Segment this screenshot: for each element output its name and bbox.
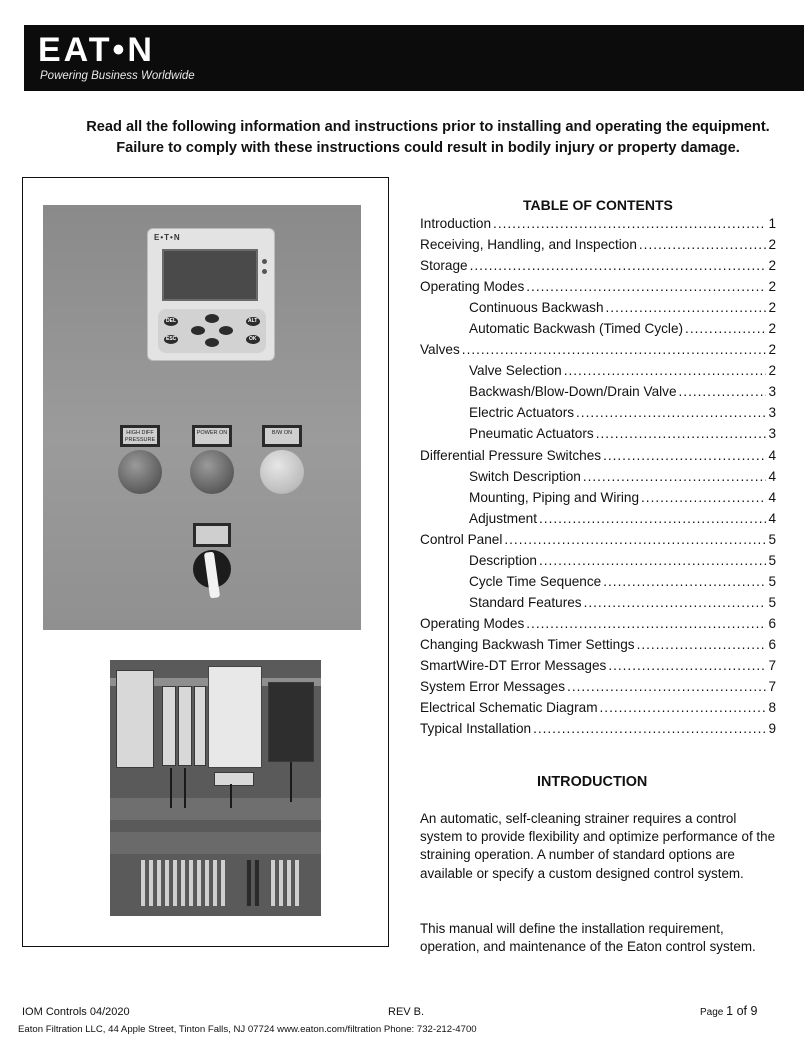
toc-entry bbox=[420, 213, 776, 234]
header-banner bbox=[24, 25, 804, 91]
toc-entry bbox=[420, 571, 776, 592]
toc-entry-page: 1 bbox=[768, 216, 776, 231]
toc-entry bbox=[420, 655, 776, 676]
toc-dot-leader bbox=[576, 402, 766, 423]
toc-entry-title: Description bbox=[469, 552, 537, 568]
hmi-key-del: DEL bbox=[166, 318, 176, 324]
wire bbox=[184, 768, 186, 808]
terminal bbox=[220, 860, 225, 906]
terminal bbox=[140, 860, 145, 906]
pushbutton-bw-on bbox=[257, 425, 307, 494]
hmi-display-unit bbox=[147, 228, 275, 361]
relay-bank bbox=[268, 682, 314, 762]
terminal bbox=[148, 860, 153, 906]
hmi-key-ok: OK bbox=[246, 335, 260, 344]
status-led-icon bbox=[262, 259, 267, 264]
toc-dot-leader bbox=[526, 276, 766, 297]
toc-entry-page: 4 bbox=[768, 447, 776, 463]
toc-dot-leader bbox=[679, 381, 767, 402]
pushbutton-lens bbox=[190, 450, 234, 494]
toc-entry-page: 5 bbox=[768, 552, 776, 568]
warning-line-2: Failure to comply with these instructions could result in bodily injury or property damage. bbox=[116, 140, 740, 156]
hmi-key-alt: ALT bbox=[246, 317, 260, 326]
toc-dot-leader bbox=[493, 213, 766, 234]
footer-page-number bbox=[700, 1004, 757, 1018]
toc-entry bbox=[420, 613, 776, 634]
toc-entry-page: 7 bbox=[768, 679, 776, 695]
toc-entry-title: Mounting, Piping and Wiring bbox=[469, 489, 640, 505]
toc-entry-title: Control Panel bbox=[420, 531, 503, 547]
toc-entry bbox=[420, 592, 776, 613]
toc-entry-title: Switch Description bbox=[469, 468, 581, 484]
toc-entry bbox=[420, 718, 776, 739]
toc-entry-page: 4 bbox=[768, 468, 776, 484]
toc-dot-leader bbox=[533, 718, 766, 739]
terminal bbox=[180, 860, 185, 906]
terminal bbox=[212, 860, 217, 906]
toc-entry bbox=[420, 297, 776, 318]
toc-entry-title: Automatic Backwash (Timed Cycle) bbox=[469, 321, 684, 337]
toc-entry-title: Standard Features bbox=[469, 594, 582, 610]
toc-entry-title: Valve Selection bbox=[469, 363, 562, 379]
toc-entry-title: SmartWire-DT Error Messages bbox=[420, 657, 607, 673]
toc-entry bbox=[420, 318, 776, 339]
toc-entry-title: Storage bbox=[420, 258, 468, 274]
power-supply bbox=[208, 666, 262, 768]
toc-dot-leader bbox=[583, 466, 767, 487]
toc-entry bbox=[420, 529, 776, 550]
toc-entry bbox=[420, 697, 776, 718]
page-label: Page bbox=[700, 1007, 724, 1018]
safety-warning bbox=[60, 117, 796, 159]
eaton-logo bbox=[38, 31, 195, 83]
hmi-key-esc: ESC bbox=[166, 336, 177, 342]
introduction-paragraph-2: This manual will define the installation requirement, operation, and maintenance of the Eaton control system. bbox=[420, 921, 756, 955]
toc-entry bbox=[420, 381, 776, 402]
toc-dot-leader bbox=[539, 550, 766, 571]
toc-entry-page: 5 bbox=[768, 531, 776, 547]
terminal bbox=[164, 860, 169, 906]
terminal bbox=[270, 860, 275, 906]
page-value: 1 of 9 bbox=[726, 1004, 758, 1018]
toc-entry bbox=[420, 634, 776, 655]
toc-entry-page: 4 bbox=[768, 489, 776, 505]
toc-entry-title: Valves bbox=[420, 342, 460, 358]
pushbutton-high-diff-pressure bbox=[115, 425, 165, 494]
brand-name: EAT•N bbox=[38, 31, 155, 69]
pushbutton-legend: B/W ON bbox=[262, 425, 302, 447]
toc-entry-page: 6 bbox=[768, 636, 776, 652]
terminal bbox=[188, 860, 193, 906]
toc-entry bbox=[420, 445, 776, 466]
terminal bbox=[204, 860, 209, 906]
toc-entry-page: 3 bbox=[768, 405, 776, 421]
toc-entry-page: 2 bbox=[768, 363, 776, 379]
circuit-breaker bbox=[178, 686, 192, 766]
toc-entry-page: 3 bbox=[768, 426, 776, 442]
selector-switch bbox=[193, 523, 231, 588]
toc-entry bbox=[420, 339, 776, 360]
toc-title: TABLE OF CONTENTS bbox=[523, 197, 673, 213]
toc-entry-page: 7 bbox=[768, 657, 776, 673]
arrow-up-key-icon bbox=[205, 314, 219, 323]
toc-entry bbox=[420, 676, 776, 697]
control-panel-door-photo bbox=[43, 205, 361, 630]
toc-entry bbox=[420, 234, 776, 255]
toc-entry-page: 8 bbox=[768, 700, 776, 716]
toc-entry-page: 2 bbox=[768, 321, 776, 337]
toc-dot-leader bbox=[603, 571, 766, 592]
toc-dot-leader bbox=[526, 613, 766, 634]
toc-entry-page: 2 bbox=[768, 279, 776, 295]
toc-dot-leader bbox=[606, 297, 767, 318]
toc-dot-leader bbox=[637, 634, 767, 655]
pushbutton-lens bbox=[260, 450, 304, 494]
toc-entry-page: 9 bbox=[768, 721, 776, 737]
toc-entry-title: System Error Messages bbox=[420, 679, 566, 695]
terminal bbox=[278, 860, 283, 906]
pushbutton-power-on bbox=[187, 425, 237, 494]
photo-frame bbox=[22, 177, 389, 947]
toc-dot-leader bbox=[504, 529, 766, 550]
toc-entry-page: 3 bbox=[768, 384, 776, 400]
toc-entry-page: 2 bbox=[768, 300, 776, 316]
toc-dot-leader bbox=[641, 487, 766, 508]
hmi-screen bbox=[162, 249, 258, 301]
toc-entry bbox=[420, 508, 776, 529]
arrow-right-key-icon bbox=[219, 326, 233, 335]
selector-knob bbox=[193, 550, 231, 588]
arrow-left-key-icon bbox=[191, 326, 205, 335]
toc-dot-leader bbox=[564, 360, 767, 381]
wire bbox=[230, 784, 232, 808]
footer-doc-id: IOM Controls 04/2020 bbox=[22, 1006, 130, 1018]
terminal bbox=[172, 860, 177, 906]
hmi-keypad bbox=[158, 309, 266, 353]
selector-handle bbox=[204, 552, 220, 599]
toc-entry bbox=[420, 276, 776, 297]
toc-dot-leader bbox=[462, 339, 767, 360]
toc-entry-title: Cycle Time Sequence bbox=[469, 573, 602, 589]
toc-dot-leader bbox=[567, 676, 766, 697]
toc-entry bbox=[420, 402, 776, 423]
control-panel-interior-photo bbox=[110, 660, 321, 916]
toc-entry-page: 6 bbox=[768, 615, 776, 631]
toc-entry bbox=[420, 423, 776, 444]
toc-entry-title: Adjustment bbox=[469, 510, 538, 526]
toc-entry-title: Operating Modes bbox=[420, 615, 525, 631]
wire-duct bbox=[110, 832, 321, 854]
toc-entry-page: 2 bbox=[768, 258, 776, 274]
toc-dot-leader bbox=[600, 697, 767, 718]
toc-entry-title: Continuous Backwash bbox=[469, 300, 604, 316]
toc-entry-page: 4 bbox=[768, 510, 776, 526]
pushbutton-legend: POWER ON bbox=[192, 425, 232, 447]
table-of-contents bbox=[420, 213, 776, 739]
terminal bbox=[294, 860, 299, 906]
warning-line-1: Read all the following information and instructions prior to installing and operating the equipment. bbox=[86, 119, 770, 135]
terminal-block bbox=[214, 772, 254, 786]
introduction-title: INTRODUCTION bbox=[537, 774, 648, 790]
toc-entry-title: Electrical Schematic Diagram bbox=[420, 700, 598, 716]
toc-dot-leader bbox=[584, 592, 767, 613]
toc-entry-title: Backwash/Blow-Down/Drain Valve bbox=[469, 384, 677, 400]
toc-entry bbox=[420, 487, 776, 508]
toc-entry bbox=[420, 466, 776, 487]
footer-revision: REV B. bbox=[388, 1006, 425, 1018]
toc-entry bbox=[420, 360, 776, 381]
toc-dot-leader bbox=[639, 234, 767, 255]
toc-dot-leader bbox=[539, 508, 766, 529]
toc-entry-page: 2 bbox=[768, 237, 776, 253]
controller-module bbox=[116, 670, 154, 768]
wire bbox=[170, 768, 172, 808]
pushbutton-legend: HIGH DIFF PRESSURE bbox=[120, 425, 160, 447]
toc-entry-page: 2 bbox=[768, 342, 776, 358]
terminal bbox=[196, 860, 201, 906]
toc-dot-leader bbox=[470, 255, 767, 276]
wire bbox=[290, 762, 292, 802]
arrow-down-key-icon bbox=[205, 338, 219, 347]
introduction-paragraph-1: An automatic, self-cleaning strainer requires a control system to provide flexibility and optimize performance of the straining operation. A number of standard options are available or specify a custom designed control system. bbox=[420, 811, 776, 881]
hmi-brand-label: E•T•N bbox=[154, 233, 181, 242]
toc-dot-leader bbox=[596, 423, 767, 444]
toc-entry-title: Receiving, Handling, and Inspection bbox=[420, 237, 637, 253]
terminal bbox=[254, 860, 259, 906]
toc-dot-leader bbox=[608, 655, 766, 676]
footer-address: Eaton Filtration LLC, 44 Apple Street, Tinton Falls, NJ 07724 www.eaton.com/filtration Phone: 732-212-4700 bbox=[18, 1024, 477, 1035]
toc-entry-title: Pneumatic Actuators bbox=[469, 426, 594, 442]
toc-dot-leader bbox=[603, 445, 766, 466]
status-led-icon bbox=[262, 269, 267, 274]
toc-entry-page: 5 bbox=[768, 594, 776, 610]
toc-entry-title: Typical Installation bbox=[420, 721, 532, 737]
toc-entry-title: Operating Modes bbox=[420, 279, 525, 295]
circuit-breaker bbox=[162, 686, 176, 766]
toc-entry bbox=[420, 550, 776, 571]
brand-tagline: Powering Business Worldwide bbox=[40, 70, 195, 82]
toc-entry-page: 5 bbox=[768, 573, 776, 589]
terminal bbox=[286, 860, 291, 906]
circuit-breaker bbox=[194, 686, 206, 766]
toc-entry-title: Changing Backwash Timer Settings bbox=[420, 636, 635, 652]
terminal bbox=[246, 860, 251, 906]
toc-entry-title: Electric Actuators bbox=[469, 405, 575, 421]
pushbutton-lens bbox=[118, 450, 162, 494]
toc-entry-title: Introduction bbox=[420, 216, 492, 231]
selector-legend-plate bbox=[193, 523, 231, 547]
toc-entry-title: Differential Pressure Switches bbox=[420, 447, 602, 463]
terminal bbox=[156, 860, 161, 906]
toc-dot-leader bbox=[685, 318, 766, 339]
toc-entry bbox=[420, 255, 776, 276]
